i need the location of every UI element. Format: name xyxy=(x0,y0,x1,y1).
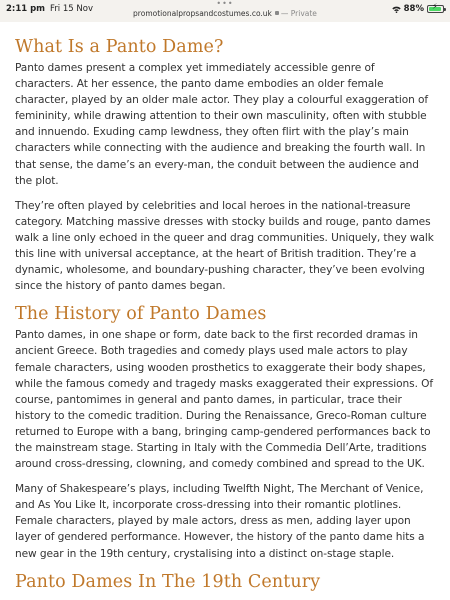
section-heading-history: The History of Panto Dames xyxy=(15,304,267,325)
paragraph: They’re often played by celebrities and local heroes in the national-treasure category. Matching massive dresses with stocky builds and rouge, panto dames walk a line only echoed in the queer and drag communities. Uniquely, they walk this line with universal acceptance, at the heart of British tradition. They’re a dynamic, wholesome, and boundary-pushing character, they’ve been evolving since the history of panto dames began. xyxy=(15,199,434,293)
status-indicators xyxy=(392,4,444,14)
paragraph: Panto dames present a complex yet immediately accessible genre of characters. At her essence, the panto dame embodies an older female character, played by an older male actor. They play a colourful exaggeration of femininity, while drawing attention to their own masculinity, often with stubble and innuendo. Exuding camp lewdness, they often flirt with the play’s main characters while connecting with the audience and breaking the fourth wall. In that sense, the dame’s an every-man, the conduit between the audience and the plot. xyxy=(15,62,428,187)
private-label: — Private xyxy=(280,9,317,18)
battery-percent: 88% xyxy=(403,4,424,14)
paragraph: Panto dames, in one shape or form, date back to the first recorded dramas in ancient Greece. Both tragedies and comedy plays used male actors to play female characters, using wooden prosthetics to exaggerate their body shapes, while the famous comedy and tragedy masks exaggerated their expressions. Of course, pantomimes in general and panto dames, in particular, trace their history to the comedic tradition. During the Renaissance, Greco-Roman culture returned to Europe with a bang, bringing camp-gendered performances back to the mainstream stage. Starting in Italy with the Commedia Dell’Arte, traditions around cross-dressing, clowning, and comedy combined and spread to the UK. xyxy=(15,329,433,471)
article-body xyxy=(15,22,435,595)
address-bar[interactable] xyxy=(0,9,450,18)
charging-bolt-icon: ⚡ xyxy=(432,2,438,11)
status-bar xyxy=(0,0,450,22)
section-heading-19th-century: Panto Dames In The 19th Century xyxy=(15,571,321,592)
lock-icon xyxy=(275,11,279,15)
paragraph: Many of Shakespeare’s plays, including Twelfth Night, The Merchant of Venice, and As You Like It, incorporate cross-dressing into their romantic plotlines. Female characters, played by male actors, dress as men, adding layer upon layer of gendered performance. However, the history of the panto dame hits a new gear in the 19th century, crystalising into a distinct on-stage staple. xyxy=(15,483,425,560)
section-heading-what-is: What Is a Panto Dame? xyxy=(15,37,224,57)
status-date: Fri 15 Nov xyxy=(50,4,93,14)
wifi-icon xyxy=(392,6,401,13)
status-time: 2:11 pm xyxy=(6,4,46,14)
battery-icon xyxy=(427,2,444,13)
tab-dots-icon[interactable]: ••• xyxy=(216,0,234,8)
url-text: promotionalpropsandcostumes.co.uk xyxy=(133,9,272,18)
